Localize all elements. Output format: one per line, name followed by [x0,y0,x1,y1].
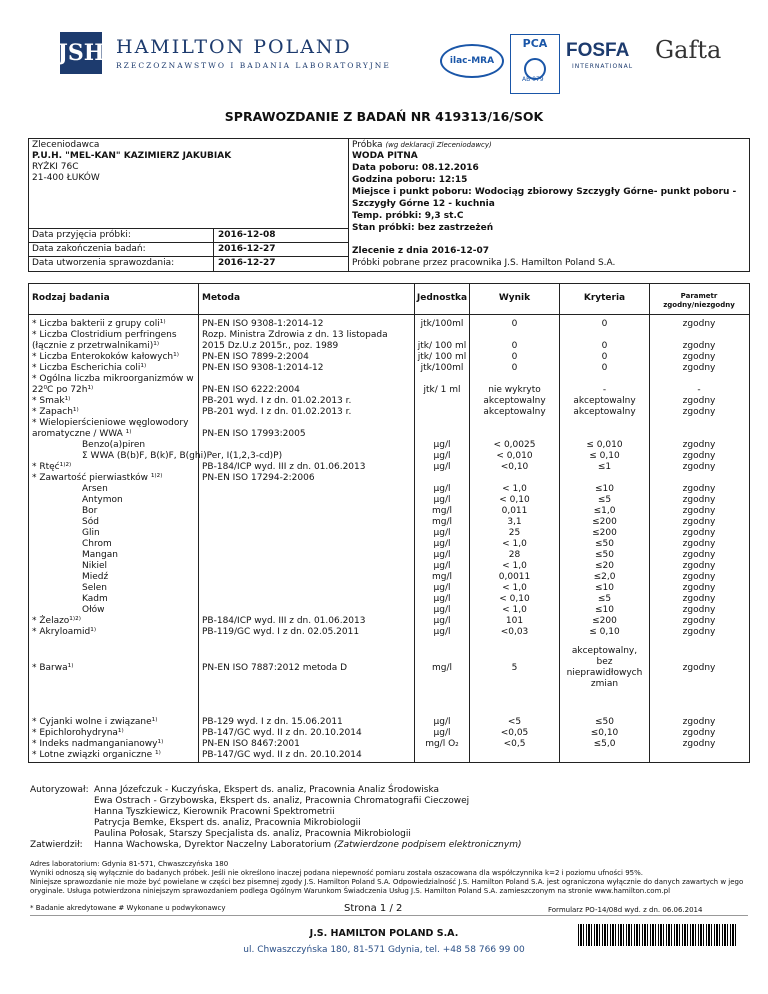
note-line: oryginale. Usługa potwierdzona niniejszym sprawozdaniem podlega Ogólnym Warunkom Świadczenia Usług J.S. Hamilton Poland S.A. zamieszczonym na stronie www.hamilton.com.pl [30,887,671,895]
row-param: zgodny [682,616,716,626]
row-criteria: akceptowalny [573,396,636,406]
row-type: Σ WWA (B(b)F, B(k)F, B(ghi)Per, I(1,2,3-cd)P) [82,451,283,461]
date-created-label: Data utworzenia sprawozdania: [32,258,175,268]
header-method: Metoda [202,293,241,303]
row-criteria: 0 [601,341,608,351]
row-result: < 0,010 [496,451,533,461]
row-criteria: ≤5,0 [593,739,616,749]
pca-logo [510,34,560,94]
sample-line: Godzina poboru: 12:15 [352,175,468,185]
row-criteria: ≤10 [595,583,614,593]
row-unit: jtk/ 100 ml [417,341,467,351]
row-param: zgodny [682,484,716,494]
row-result: 5 [511,663,518,673]
row-criteria: - [602,385,607,395]
row-type: Ołów [82,605,105,615]
row-criteria: ≤50 [595,717,614,727]
row-type: * Zapach¹⁾ [32,407,79,417]
date-completed-label: Data zakończenia badań: [32,244,146,254]
row-param: zgodny [682,627,716,637]
row-method: PB-184/ICP wyd. III z dn. 01.06.2013 [202,616,366,626]
footer-address: ul. Chwaszczyńska 180, 81-571 Gdynia, tel. +48 58 766 99 00 [243,945,525,955]
header-unit: Jednostka [416,293,468,303]
row-param: zgodny [682,396,716,406]
row-result: 3,1 [507,517,522,527]
row-type: * Indeks nadmanganianowy¹⁾ [32,739,164,749]
row-method: Rozp. Ministra Zdrowia z dn. 13 listopada [202,330,388,340]
row-param: zgodny [682,517,716,527]
row-result: <0,10 [500,462,529,472]
row-method: PN-EN ISO 9308-1:2014-12 [202,363,324,373]
row-param: - [697,385,701,395]
row-result: <0,5 [503,739,526,749]
client-city: 21-400 ŁUKÓW [32,173,100,183]
row-param: zgodny [682,352,716,362]
row-criteria: ≤200 [592,616,617,626]
row-param: zgodny [682,451,716,461]
row-param: zgodny [682,728,716,738]
row-criteria: ≤2,0 [593,572,616,582]
sample-label [352,140,492,151]
footer-divider [30,915,748,916]
sample-label-text: Próbka [352,140,383,150]
row-param: zgodny [682,495,716,505]
accreditation-number: AB 079 [522,76,544,83]
row-type: * Ogólna liczba mikroorganizmów w [32,374,194,384]
row-type: * Wielopierścieniowe węglowodory [32,418,189,428]
legend: * Badanie akredytowane # Wykonane u podwykonawcy [30,904,226,912]
sample-label-note: (wg deklaracji Zleceniodawcy) [385,141,492,149]
row-method: PN-EN ISO 8467:2001 [202,739,300,749]
row-type: * Cyjanki wolne i związane¹⁾ [32,717,158,727]
sample-line: WODA PITNA [352,151,418,161]
fosfa-subtitle: INTERNATIONAL [572,63,634,70]
row-result: 0,0011 [498,572,531,582]
row-unit: µg/l [433,484,451,494]
row-unit: mg/l [431,517,452,527]
row-criteria: 0 [601,319,608,329]
row-type: aromatyczne / WWA ¹⁾ [32,429,132,439]
row-criteria: ≤200 [592,528,617,538]
row-result: < 0,10 [499,495,530,505]
authorized-person: Anna Józefczuk - Kuczyńska, Ekspert ds. analiz, Pracownia Analiz Środowiska [94,785,440,795]
row-result: 28 [508,550,521,560]
header-param-text: Parametr zgodny/niezgodny [663,292,735,309]
row-unit: µg/l [433,451,451,461]
row-unit: µg/l [433,462,451,472]
client-name: P.U.H. "MEL-KAN" KAZIMIERZ JAKUBIAK [32,151,232,161]
row-criteria: akceptowalny, [571,646,638,656]
row-type: * Barwa¹⁾ [32,663,74,673]
row-unit: jtk/100ml [420,319,464,329]
row-result: akceptowalny [483,407,546,417]
row-param: zgodny [682,506,716,516]
row-result: <5 [507,717,522,727]
row-result: < 1,0 [502,561,527,571]
row-type: Bor [82,506,98,516]
row-criteria: ≤20 [595,561,614,571]
row-result: < 1,0 [502,539,527,549]
row-type: * Liczba Clostridium perfringens [32,330,177,340]
row-type: * Żelazo¹⁾²⁾ [32,616,81,626]
row-criteria: ≤ 0,010 [586,440,623,450]
row-method: PN-EN ISO 9308-1:2014-12 [202,319,324,329]
row-type: * Akryloamid¹⁾ [32,627,97,637]
row-param: zgodny [682,363,716,373]
row-type: 22⁰C po 72h¹⁾ [32,385,94,395]
company-logo: JSH [60,32,102,74]
gafta-logo: Gafta [655,36,722,64]
row-param: zgodny [682,550,716,560]
row-criteria: 0 [601,363,608,373]
row-type: Selen [82,583,107,593]
row-unit: jtk/ 100 ml [417,352,467,362]
row-method: 2015 Dz.U.z 2015r., poz. 1989 [202,341,339,351]
order-note: Próbki pobrane przez pracownika J.S. Hamilton Poland S.A. [352,258,616,268]
sample-line: Miejsce i punkt poboru: Wodociąg zbiorowy Szczygły Górne- punkt poboru - [352,187,737,197]
row-unit: µg/l [433,627,451,637]
row-unit: µg/l [433,539,451,549]
row-result: nie wykryto [488,385,541,395]
row-type: * Rtęć¹⁾²⁾ [32,462,72,472]
row-criteria: zmian [590,679,619,689]
row-criteria: 0 [601,352,608,362]
row-type: Glin [82,528,100,538]
row-result: < 1,0 [502,583,527,593]
fosfa-logo: FOSFA [566,40,630,61]
row-method: PN-EN ISO 6222:2004 [202,385,300,395]
row-type: Sód [82,517,99,527]
row-result: 0 [511,363,518,373]
row-method: PB-147/GC wyd. II z dn. 20.10.2014 [202,728,362,738]
note-line: Wyniki odnoszą się wyłącznie do badanych próbek. Jeśli nie określono inaczej podana niepewność pomiaru została oszacowana dla współczynnika k=2 i poziomu ufności 95%. [30,869,643,877]
sample-line: Data poboru: 08.12.2016 [352,163,479,173]
row-criteria: ≤200 [592,517,617,527]
client-street: RYŻKI 76C [32,162,79,172]
row-criteria: ≤10 [595,484,614,494]
row-method: PN-EN ISO 17294-2:2006 [202,473,315,483]
row-param: zgodny [682,539,716,549]
row-unit: µg/l [433,583,451,593]
order-date: Zlecenie z dnia 2016-12-07 [352,246,489,256]
row-criteria: ≤1 [597,462,612,472]
row-result: < 1,0 [502,605,527,615]
row-result: akceptowalny [483,396,546,406]
row-type: Benzo(a)piren [82,440,146,450]
row-type: (łącznie z przetrwalnikami)¹⁾ [32,341,160,351]
authorized-person: Paulina Połosak, Starszy Specjalista ds. analiz, Pracownia Mikrobiologii [94,829,411,839]
row-method: PB-129 wyd. I z dn. 15.06.2011 [202,717,343,727]
row-type: * Liczba Enterokoków kałowych¹⁾ [32,352,179,362]
row-method: PB-119/GC wyd. I z dn. 02.05.2011 [202,627,360,637]
row-param: zgodny [682,341,716,351]
row-type: Mangan [82,550,118,560]
row-type: Nikiel [82,561,107,571]
row-param: zgodny [682,739,716,749]
row-criteria: ≤50 [595,539,614,549]
row-result: 0 [511,319,518,329]
row-unit: µg/l [433,550,451,560]
authorized-person: Patrycja Bemke, Ekspert ds. analiz, Pracownia Mikrobiologii [94,818,361,828]
row-unit: µg/l [433,728,451,738]
row-param: zgodny [682,440,716,450]
row-unit: µg/l [433,594,451,604]
row-param: zgodny [682,594,716,604]
row-unit: µg/l [433,605,451,615]
row-param: zgodny [682,583,716,593]
header-criteria: Kryteria [583,293,626,303]
row-unit: mg/l [431,506,452,516]
row-type: Chrom [82,539,112,549]
sample-line: Szczygły Górne 12 - kuchnia [352,199,495,209]
row-result: 101 [505,616,524,626]
approved-by [94,840,521,851]
row-criteria: ≤5 [597,495,612,505]
row-criteria: bez [596,657,613,667]
footer-company: J.S. HAMILTON POLAND S.A. [309,928,459,939]
row-param: zgodny [682,717,716,727]
row-result: < 0,0025 [493,440,536,450]
row-unit: µg/l [433,717,451,727]
row-unit: µg/l [433,616,451,626]
row-unit: mg/l [431,663,452,673]
row-unit: µg/l [433,561,451,571]
company-tagline: RZECZOZNAWSTWO I BADANIA LABORATORYJNE [116,61,391,70]
row-criteria: ≤ 0,10 [589,627,620,637]
row-result: 0 [511,352,518,362]
row-result: 0 [511,341,518,351]
barcode-icon [578,924,738,946]
header-type: Rodzaj badania [32,293,110,303]
row-method: PB-201 wyd. I z dn. 01.02.2013 r. [202,396,352,406]
row-type: Arsen [82,484,108,494]
row-unit: jtk/ 1 ml [423,385,461,395]
report-title: SPRAWOZDANIE Z BADAŃ NR 419313/16/SOK [224,109,544,124]
client-label: Zleceniodawca [32,140,100,150]
row-type: Antymon [82,495,123,505]
row-result: < 1,0 [502,484,527,494]
authorized-label: Autoryzował: [30,785,89,795]
note-line: Niniejsze sprawozdanie nie może być powielane w części bez pisemnej zgody J.S. Hamilton Poland S.A. Odpowiedzialność J.S. Hamilton Poland S.A. jest ograniczona wyłącznie do danych zawartych w jego [30,878,744,886]
row-criteria: ≤1,0 [593,506,616,516]
row-criteria: ≤5 [597,594,612,604]
approved-note: (Zatwierdzone podpisem elektronicznym) [333,840,522,850]
row-unit: mg/l O₂ [425,739,459,749]
date-completed-value: 2016-12-27 [218,244,276,254]
row-criteria: ≤10 [595,605,614,615]
ilac-mra-logo: ilac-MRA [440,44,504,78]
date-created-value: 2016-12-27 [218,258,276,268]
form-number: Formularz PO-14/08d wyd. z dn. 06.06.2014 [548,906,703,914]
row-param: zgodny [682,605,716,615]
header-result: Wynik [498,293,531,303]
row-result: <0,03 [500,627,529,637]
row-unit: µg/l [433,440,451,450]
date-received-label: Data przyjęcia próbki: [32,230,131,240]
row-result: 0,011 [501,506,528,516]
row-criteria: ≤50 [595,550,614,560]
row-param: zgodny [682,572,716,582]
row-method: PN-EN ISO 7899-2:2004 [202,352,309,362]
row-unit: mg/l [431,572,452,582]
row-result: < 0,10 [499,594,530,604]
pca-label: PCA [522,37,548,50]
row-unit: jtk/100ml [420,363,464,373]
row-result: <0,05 [500,728,529,738]
row-criteria: ≤0,10 [590,728,619,738]
row-type: * Epichlorohydryna¹⁾ [32,728,124,738]
approved-name: Hanna Wachowska, Dyrektor Naczelny Laboratorium [94,840,332,850]
row-type: * Liczba Escherichia coli¹⁾ [32,363,147,373]
row-param: zgodny [682,319,716,329]
sample-line: Temp. próbki: 9,3 st.C [352,211,464,221]
row-method: PB-184/ICP wyd. III z dn. 01.06.2013 [202,462,366,472]
row-type: * Lotne związki organiczne ¹⁾ [32,750,161,760]
row-unit: µg/l [433,528,451,538]
row-param: zgodny [682,407,716,417]
sample-line: Stan próbki: bez zastrzeżeń [352,223,494,233]
approved-label: Zatwierdził: [30,840,83,850]
note-line: Adres laboratorium: Gdynia 81-571, Chwaszczyńska 180 [30,860,229,868]
row-type: * Liczba bakterii z grupy coli¹⁾ [32,319,166,329]
page-number: Strona 1 / 2 [344,903,403,914]
row-type: Miedź [82,572,109,582]
row-criteria: ≤ 0,10 [589,451,620,461]
row-param: zgodny [682,528,716,538]
authorized-person: Ewa Ostrach - Grzybowska, Ekspert ds. analiz, Pracownia Chromatografii Cieczowej [94,796,470,806]
row-type: Kadm [82,594,108,604]
row-result: 25 [508,528,521,538]
row-method: PN-EN ISO 7887:2012 metoda D [202,663,348,673]
row-method: PN-EN ISO 17993:2005 [202,429,306,439]
row-param: zgodny [682,663,716,673]
row-criteria: nieprawidłowych [566,668,643,678]
company-name: HAMILTON POLAND [116,36,352,58]
row-type: * Smak¹⁾ [32,396,71,406]
row-param: zgodny [682,462,716,472]
header-param [650,292,748,310]
row-criteria: akceptowalny [573,407,636,417]
row-type: * Zawartość pierwiastków ¹⁾²⁾ [32,473,163,483]
row-method: PB-147/GC wyd. II z dn. 20.10.2014 [202,750,362,760]
authorized-person: Hanna Tyszkiewicz, Kierownik Pracowni Spektrometrii [94,807,335,817]
row-unit: µg/l [433,495,451,505]
row-param: zgodny [682,561,716,571]
row-method: PB-201 wyd. I z dn. 01.02.2013 r. [202,407,352,417]
date-received-value: 2016-12-08 [218,230,276,240]
